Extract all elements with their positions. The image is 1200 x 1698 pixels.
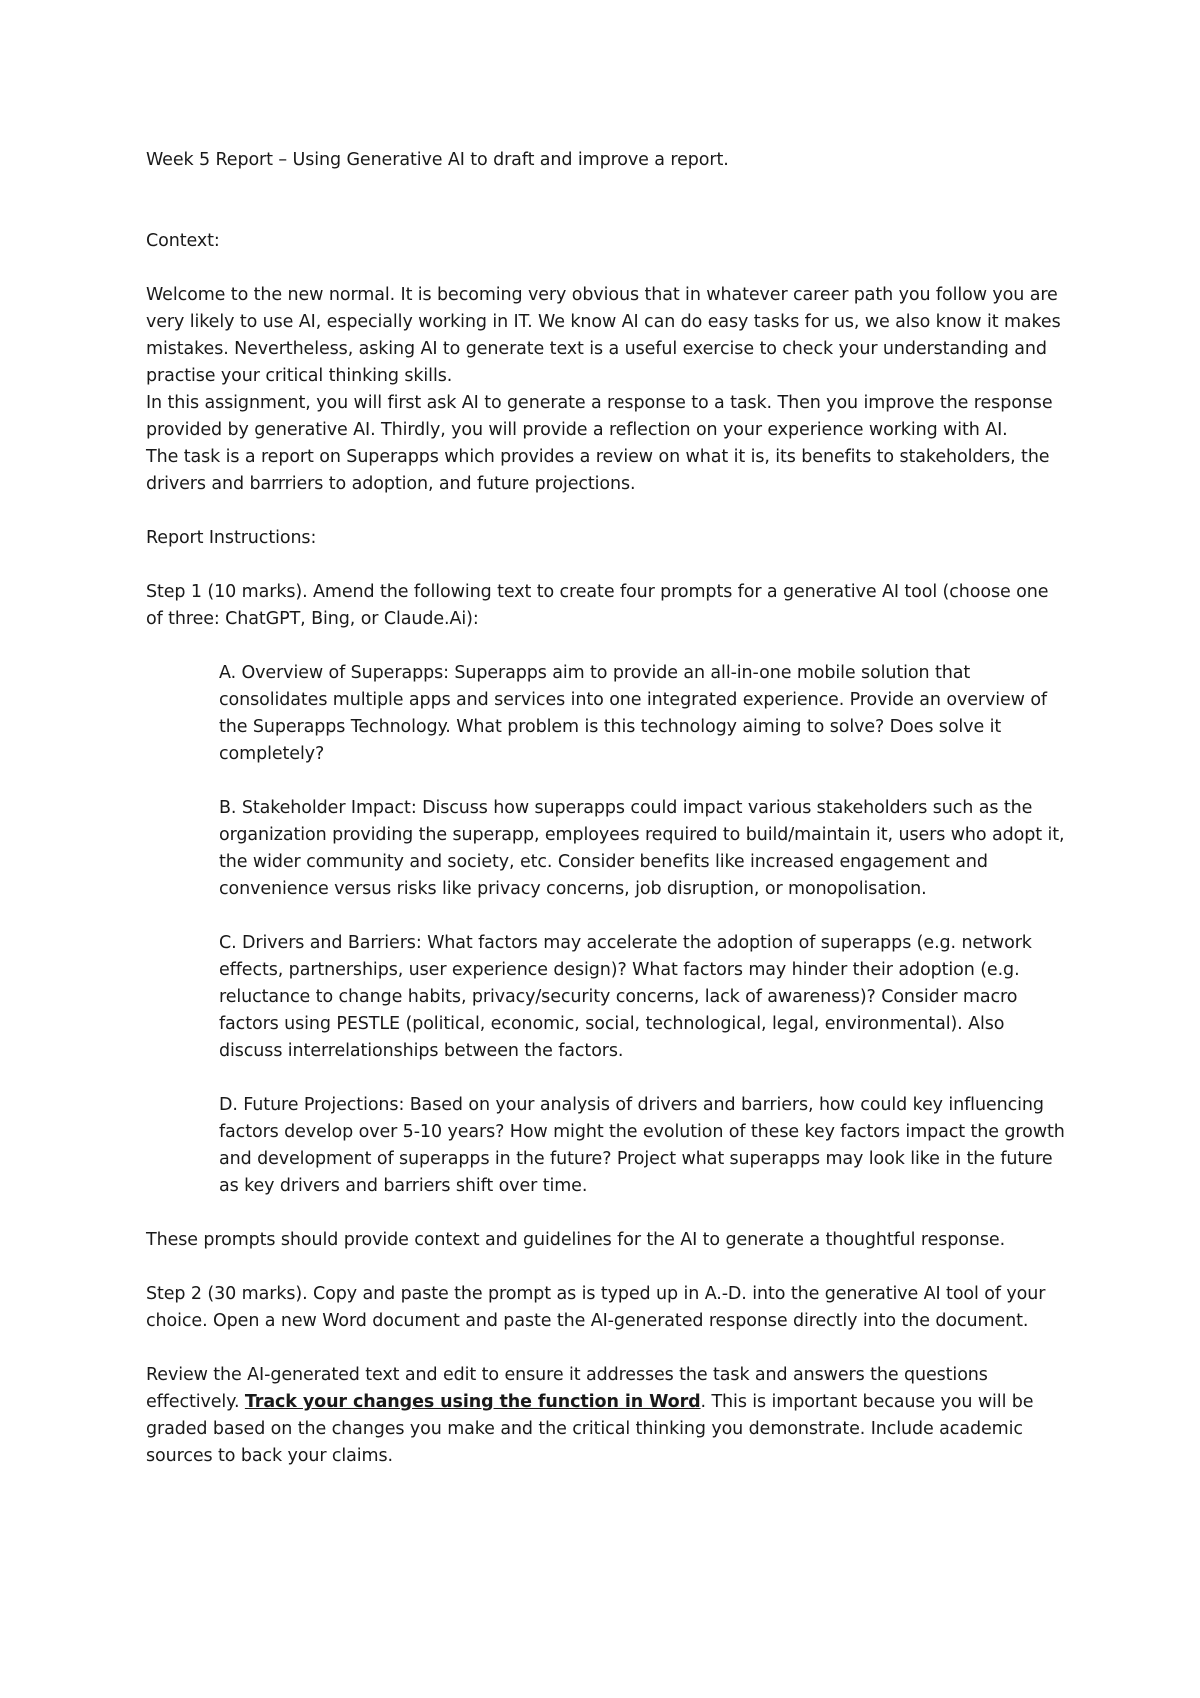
track-changes-emphasis: Track your changes using the function in Word [244,1392,701,1412]
context-paragraph: In this assignment, you will first ask AI to generate a response to a task. Then you improve the response provided by generative AI. Thirdly, you will provide a reflection on your experience working with AI. [146,393,1053,440]
document-body [146,147,1066,1470]
review-paragraph [146,1362,1066,1470]
context-paragraph: The task is a report on Superapps which provides a review on what it is, its benefits to stakeholders, the drivers and barrriers to adoption, and future projections. [146,447,1050,494]
prompt-b: B. Stakeholder Impact: Discuss how superapps could impact various stakeholders such as the organization providing the superapp, employees required to build/maintain it, users who adopt it, the wider community and society, etc. Consider benefits like increased engagement and convenience versus risks like privacy concerns, job disruption, or monopolisation. [219,798,1065,899]
document-title: Week 5 Report – Using Generative AI to draft and improve a report. [146,150,729,170]
step-1-paragraph: Step 1 (10 marks). Amend the following text to create four prompts for a generative AI tool (choose one of three: ChatGPT, Bing, or Claude.Ai): [146,582,1049,629]
context-paragraph: Welcome to the new normal. It is becoming very obvious that in whatever career path you follow you are very likely to use AI, especially working in IT. We know AI can do easy tasks for us, we also know it makes mistakes. Nevertheless, asking AI to generate text is a useful exercise to check your understanding and practise your critical thinking skills. [146,285,1061,386]
review-text-after: . This is important because you will be graded based on the changes you make and the critical thinking you demonstrate. Include academic sources to back your claims. [146,1392,1034,1466]
context-section [146,282,1066,498]
prompt-d: D. Future Projections: Based on your analysis of drivers and barriers, how could key influencing factors develop over 5-10 years? How might the evolution of these key factors impact the growth and development of superapps in the future? Project what superapps may look like in the future as key drivers and barriers shift over time. [219,1095,1065,1196]
prompt-a: A. Overview of Superapps: Superapps aim to provide an all-in-one mobile solution that consolidates multiple apps and services into one integrated experience. Provide an overview of the Superapps Technology. What problem is this technology aiming to solve? Does solve it completely? [219,663,1047,764]
report-instructions-heading: Report Instructions: [146,528,317,548]
step-2-paragraph: Step 2 (30 marks). Copy and paste the prompt as is typed up in A.-D. into the generative AI tool of your choice. Open a new Word document and paste the AI-generated response directly into the document. [146,1284,1046,1331]
prompt-c: C. Drivers and Barriers: What factors may accelerate the adoption of superapps (e.g. network effects, partnerships, user experience design)? What factors may hinder their adoption (e.g. reluctance to change habits, privacy/security concerns, lack of awareness)? Consider macro factors using PESTLE (political, economic, social, technological, legal, environmental). Also discuss interrelationships between the factors. [219,933,1032,1061]
context-heading: Context: [146,231,220,251]
prompts-note: These prompts should provide context and guidelines for the AI to generate a thoughtful response. [146,1230,1006,1250]
review-text-before: Review the AI-generated text and edit to ensure it addresses the task and answers the questions effectively. [146,1365,988,1412]
